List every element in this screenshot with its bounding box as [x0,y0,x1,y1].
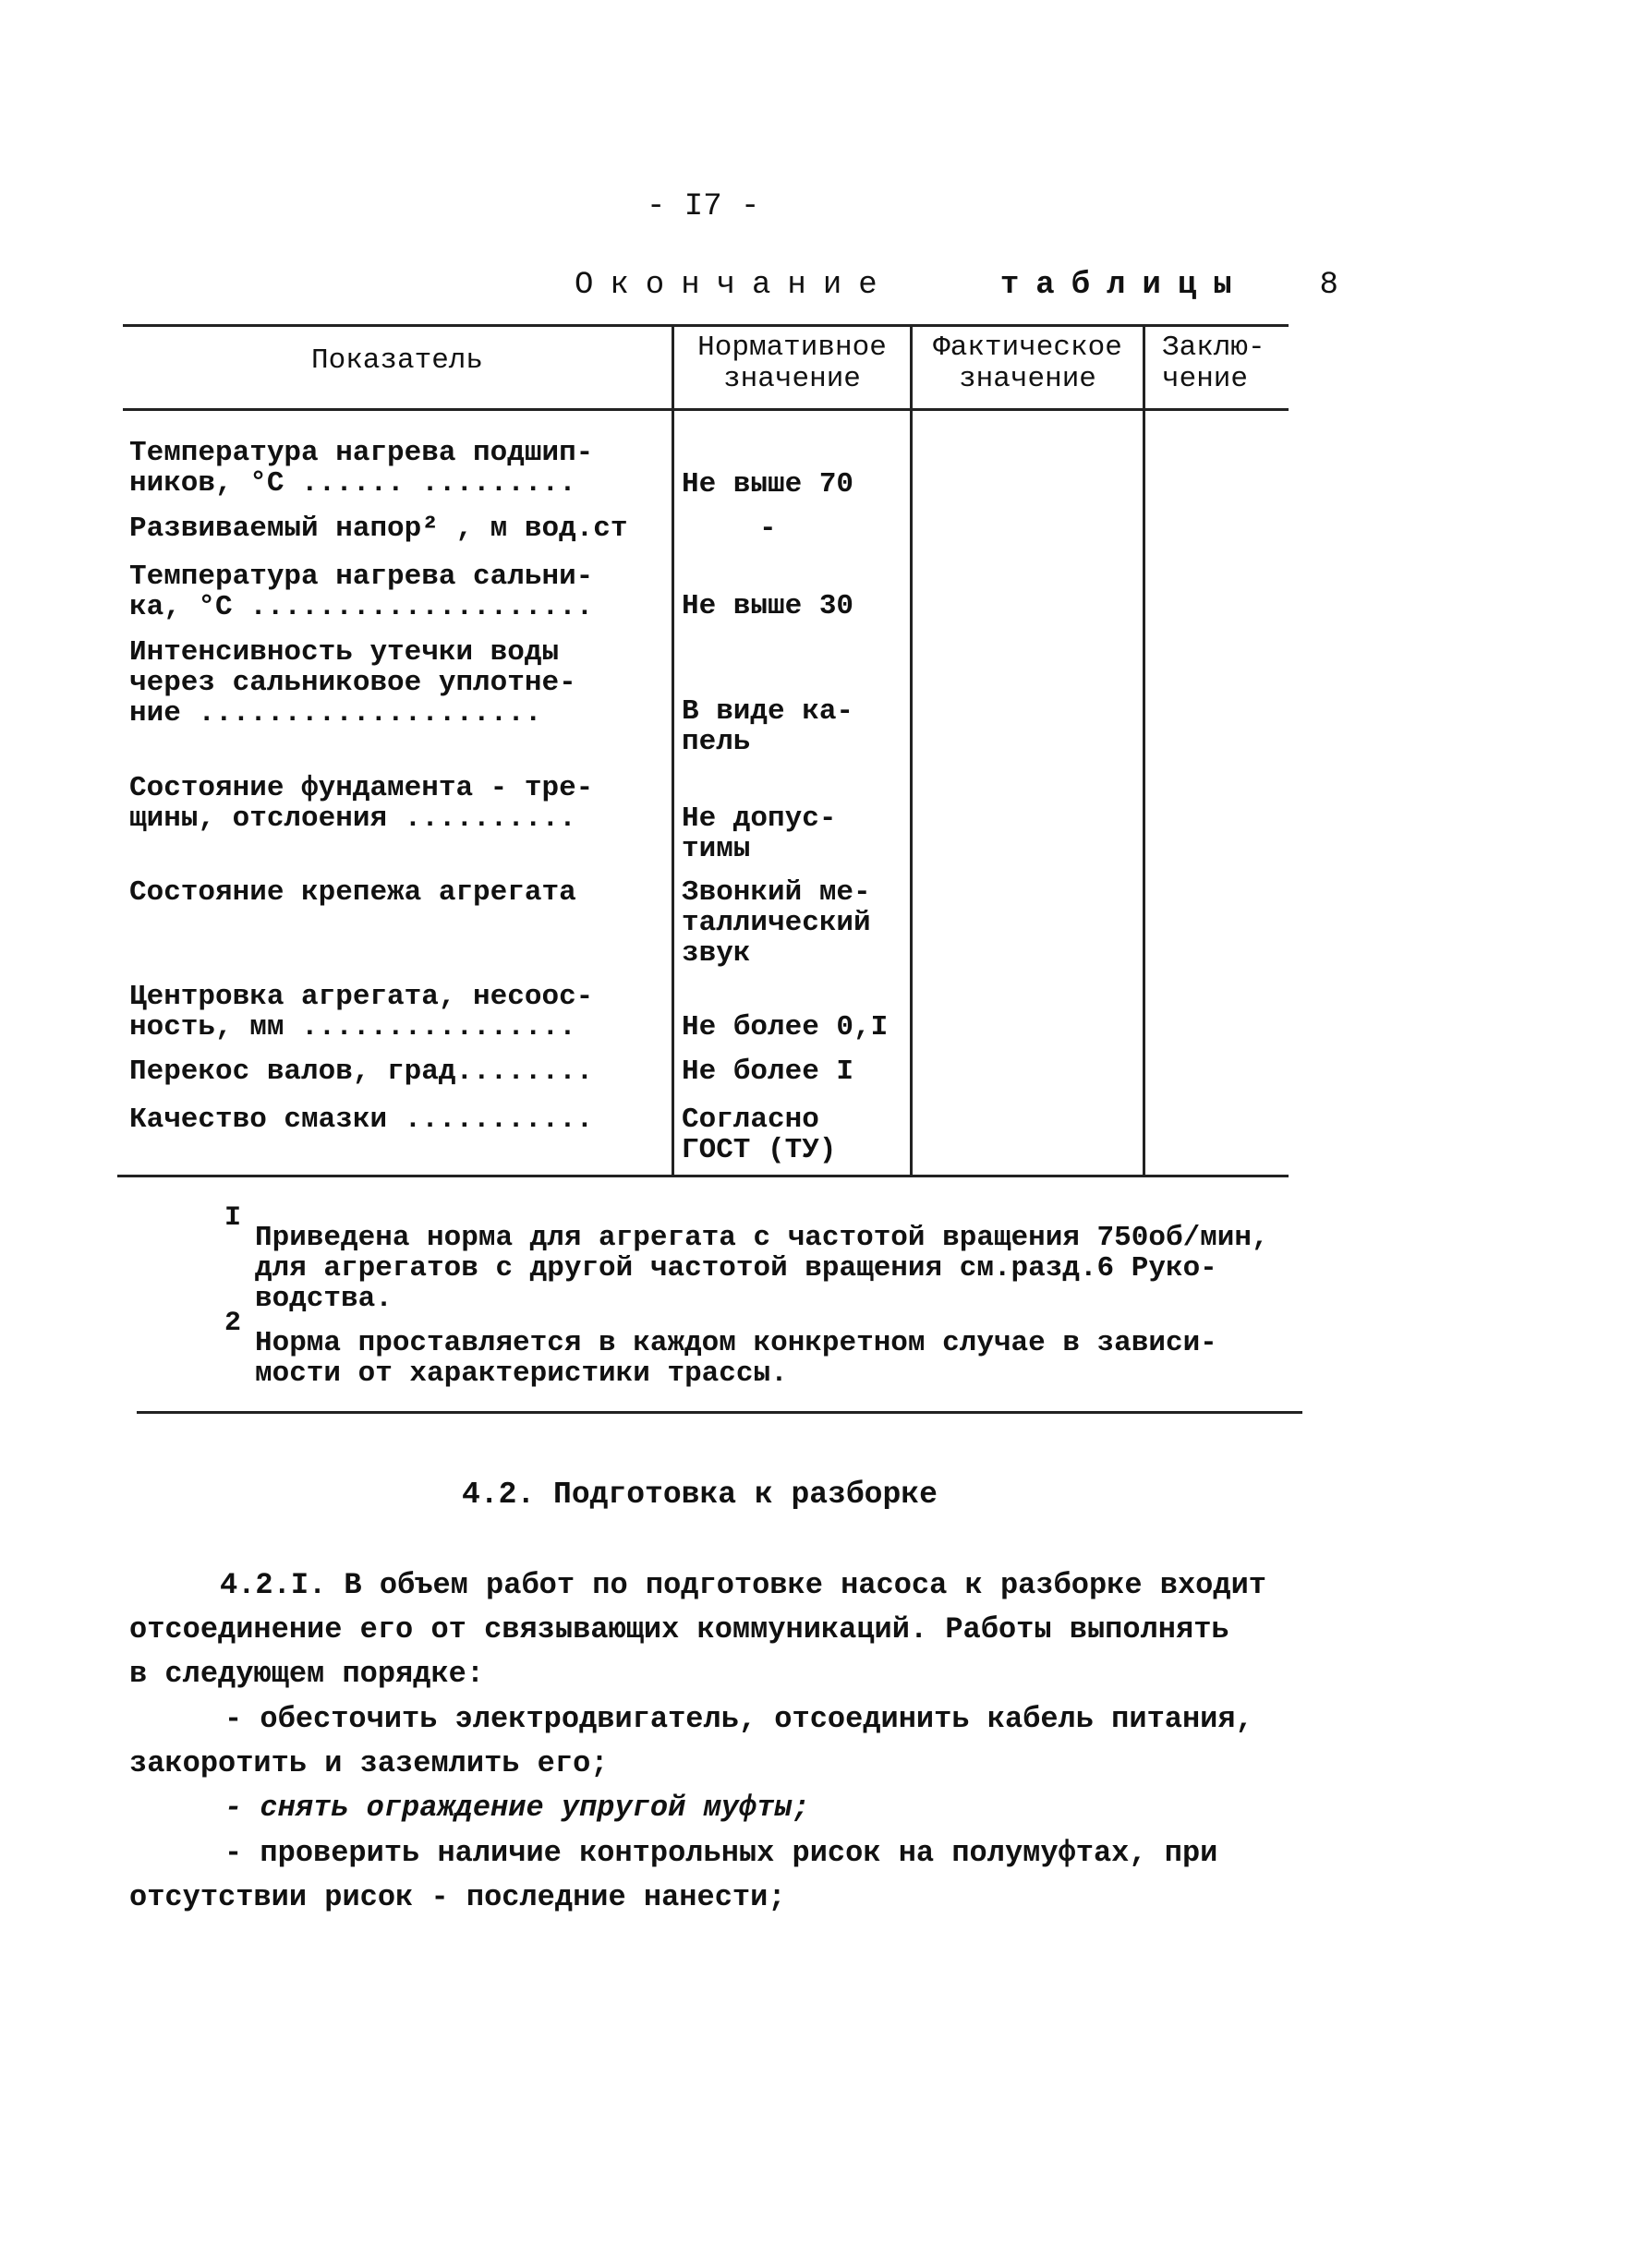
table-caption-prefix: Окончание [575,268,894,303]
header-actual-value: Фактическое значение [933,332,1122,395]
table-header-rule [123,408,1289,411]
paragraph-line-4: - обесточить электродвигатель, отсоединить кабель питания, [224,1702,1253,1736]
row-param-gland-temp: Температура нагрева сальни- ка, °С .................... [129,561,594,623]
row-norm-pressure: - [759,513,777,545]
row-param-foundation: Состояние фундамента - тре- щины, отслоения .......... [129,772,594,835]
table-caption-word: таблицы [999,268,1249,303]
header-norm-value: Нормативное значение [697,332,887,395]
row-param-fasteners: Состояние крепежа агрегата [129,876,576,909]
page-number: - I7 - [647,189,760,224]
footnote-mark-1: I [224,1202,242,1234]
table-top-rule [123,324,1289,327]
row-norm-gland-temp: Не выше 30 [682,590,854,622]
row-norm-alignment: Не более 0,I [682,1011,889,1044]
footnote-mark-2: 2 [224,1308,242,1339]
paragraph-line-2: отсоединение его от связывающих коммуникаций. Работы выполнять [129,1612,1229,1647]
row-param-leakage: Интенсивность утечки воды через сальниковое уплотне- ние .................... [129,636,576,730]
row-norm-foundation: Не допус- тимы [682,802,837,865]
footnote-rule [137,1411,1302,1414]
paragraph-line-5: закоротить и заземлить его; [129,1746,609,1780]
section-heading: 4.2. Подготовка к разборке [462,1478,938,1512]
paragraph-line-8: отсутствии рисок - последние нанести; [129,1880,786,1914]
row-norm-shaft-skew: Не более I [682,1056,854,1088]
paragraph-line-1: 4.2.I. В объем работ по подготовке насоса к разборке входит [220,1568,1266,1602]
table-caption [575,268,1355,303]
footnote-1-text: Приведена норма для агрегата с частотой вращения 750об/мин, для агрегатов с другой частотой вращения см.разд.6 Руко- водства. [255,1222,1269,1315]
table-col-divider-3 [1143,326,1145,1176]
table-bottom-rule [117,1175,1289,1177]
row-param-alignment: Центровка агрегата, несоос- ность, мм ................ [129,981,594,1044]
row-param-bearing-temp: Температура нагрева подшип- ников, °С ...... ......... [129,437,594,500]
table-col-divider-1 [672,326,674,1176]
row-norm-bearing-temp: Не выше 70 [682,468,854,501]
table-caption-number: 8 [1319,268,1355,303]
footnote-2-text: Норма проставляется в каждом конкретном случае в зависи- мости от характеристики трассы. [255,1327,1217,1390]
row-param-shaft-skew: Перекос валов, град........ [129,1056,594,1088]
row-param-pressure: Развиваемый напор² , м вод.ст [129,513,628,545]
header-conclusion: Заклю- чение [1162,332,1265,395]
row-param-lubrication: Качество смазки ........... [129,1104,594,1136]
paragraph-line-3: в следующем порядке: [129,1657,485,1691]
header-parameter: Показатель [310,344,484,377]
row-norm-lubrication: Согласно ГОСТ (ТУ) [682,1104,837,1166]
table-col-divider-2 [910,326,913,1176]
paragraph-line-6: - снять ограждение упругой муфты; [224,1791,810,1825]
row-norm-fasteners: Звонкий ме- таллический звук [682,876,871,970]
paragraph-line-7: - проверить наличие контрольных рисок на полумуфтах, при [224,1836,1218,1870]
row-norm-leakage: В виде ка- пель [682,695,854,758]
